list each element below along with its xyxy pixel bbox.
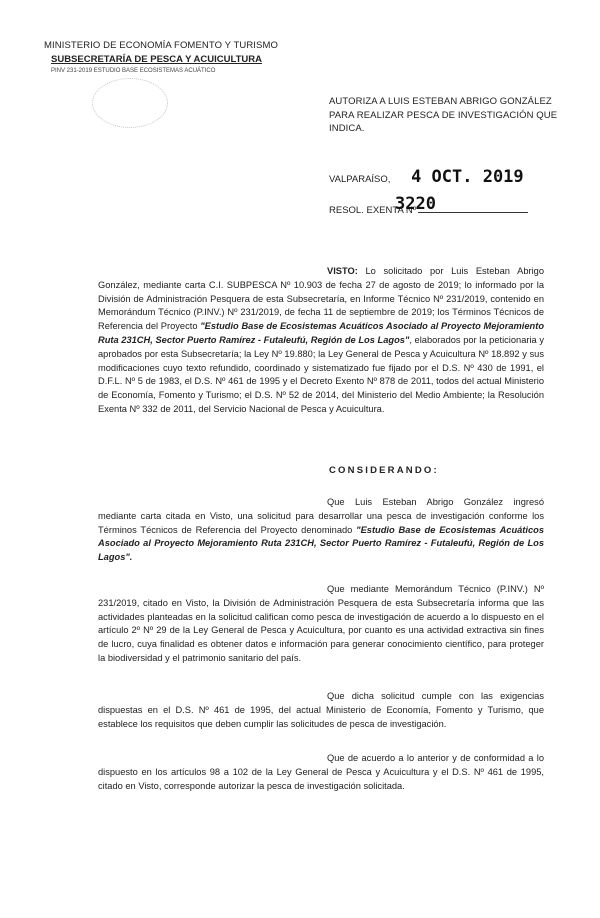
date-place: VALPARAÍSO, <box>329 174 391 185</box>
date-value: 4 OCT. 2019 <box>411 167 524 187</box>
visto-project-name: "Estudio Base de Ecosistemas Acuáticos Asociado al Proyecto Mejoramiento Ruta 231CH, Sector Puerto Ramírez - Futaleufú, Región de Los Lagos" <box>98 321 544 345</box>
ministry-name: MINISTERIO DE ECONOMÍA FOMENTO Y TURISMO <box>44 40 278 51</box>
date-line <box>329 167 524 187</box>
considerando-paragraph-2: Que mediante Memorándum Técnico (P.INV.) Nº 231/2019, citado en Visto, la División de Administración Pesquera de esta Subsecretaría informa que las actividades planteadas en la solicitud califican como pesca de investigación de acuerdo a lo dispuesto en el artículo 2º Nº 29 de la Ley General de Pesca y Acuicultura, por cuanto es una actividad extractiva sin fines de lucro, cuya finalidad es obtener datos e información para generar conocimiento científico, para proteger la biodiversidad y el patrimonio sanitario del país. <box>98 584 544 663</box>
visto-paragraph <box>98 265 544 417</box>
visto-text-b: , elaborados por la peticionaria y aprobados por esta Subsecretaría; la Ley Nº 19.880; la Ley General de Pesca y Acuicultura Nº 18.892 y sus modificaciones cuyo texto refundido, coordinado y sistematizado fue fijado por el D.S. Nº 430 de 1991, el D.F.L. Nº 5 de 1983, el D.S. Nº 461 de 1995 y el Decreto Exento Nº 878 de 2011, todos del actual Ministerio de Economía, Fomento y Turismo; el D.S. Nº 52 de 2014, del Ministerio del Medio Ambiente; la Resolución Exenta Nº 332 de 2011, del Servicio Nacional de Pesca y Acuicultura. <box>98 334 544 414</box>
p1-text: Que Luis Esteban Abrigo González ingresó mediante carta citada en Visto, una solicitud para desarrollar una pesca de investigación conforme los Términos Técnicos de Referencia del Proyecto denominado <box>98 497 544 535</box>
considerando-paragraph-3: Que dicha solicitud cumple con las exigencias dispuestas en el D.S. Nº 461 de 1995, del actual Ministerio de Economía, Fomento y Turismo, que establece los requisitos que deben cumplir las solicitudes de pesca de investigación. <box>98 691 544 729</box>
official-stamp <box>92 78 168 128</box>
resolution-label: RESOL. EXENTA Nº <box>329 205 417 216</box>
resolution-title: AUTORIZA A LUIS ESTEBAN ABRIGO GONZÁLEZ PARA REALIZAR PESCA DE INVESTIGACIÓN QUE INDICA. <box>329 96 558 134</box>
resolution-number-line <box>329 194 528 216</box>
subsecretaria-name: SUBSECRETARÍA DE PESCA Y ACUICULTURA <box>51 54 262 65</box>
considerando-paragraph-1 <box>98 496 544 565</box>
resolution-number: 3220 <box>395 194 436 214</box>
p1-project-name: "Estudio Base de Ecosistemas Acuáticos Asociado al Proyecto Mejoramiento Ruta 231CH, Sector Puerto Ramírez - Futaleufú, Región de Los Lagos". <box>98 524 544 563</box>
visto-text-a: Lo solicitado por Luis Esteban Abrigo González, mediante carta C.I. SUBPESCA Nº 10.903 de fecha 27 de agosto de 2019; lo informado por la División de Administración Pesquera de esta Subsecretaría, en Informe Técnico Nº 231/2019, contenido en Memorándum Técnico (P.INV.) Nº 231/2019, de fecha 11 de septiembre de 2019; los Términos Técnicos de Referencia del Proyecto <box>98 266 544 332</box>
considerando-paragraph-4: Que de acuerdo a lo anterior y de conformidad a lo dispuesto en los artículos 98 a 102 de la Ley General de Pesca y Acuicultura y el D.S. Nº 461 de 1995, citado en Visto, corresponde autorizar la pesca de investigación solicitada. <box>98 753 544 791</box>
considerando-title: CONSIDERANDO: <box>329 465 439 476</box>
letterhead <box>44 40 284 74</box>
visto-label: VISTO: <box>327 266 358 276</box>
reference-line: PINV 231-2019 ESTUDIO BASE ECOSISTEMAS ACUÁTICO <box>51 68 216 74</box>
